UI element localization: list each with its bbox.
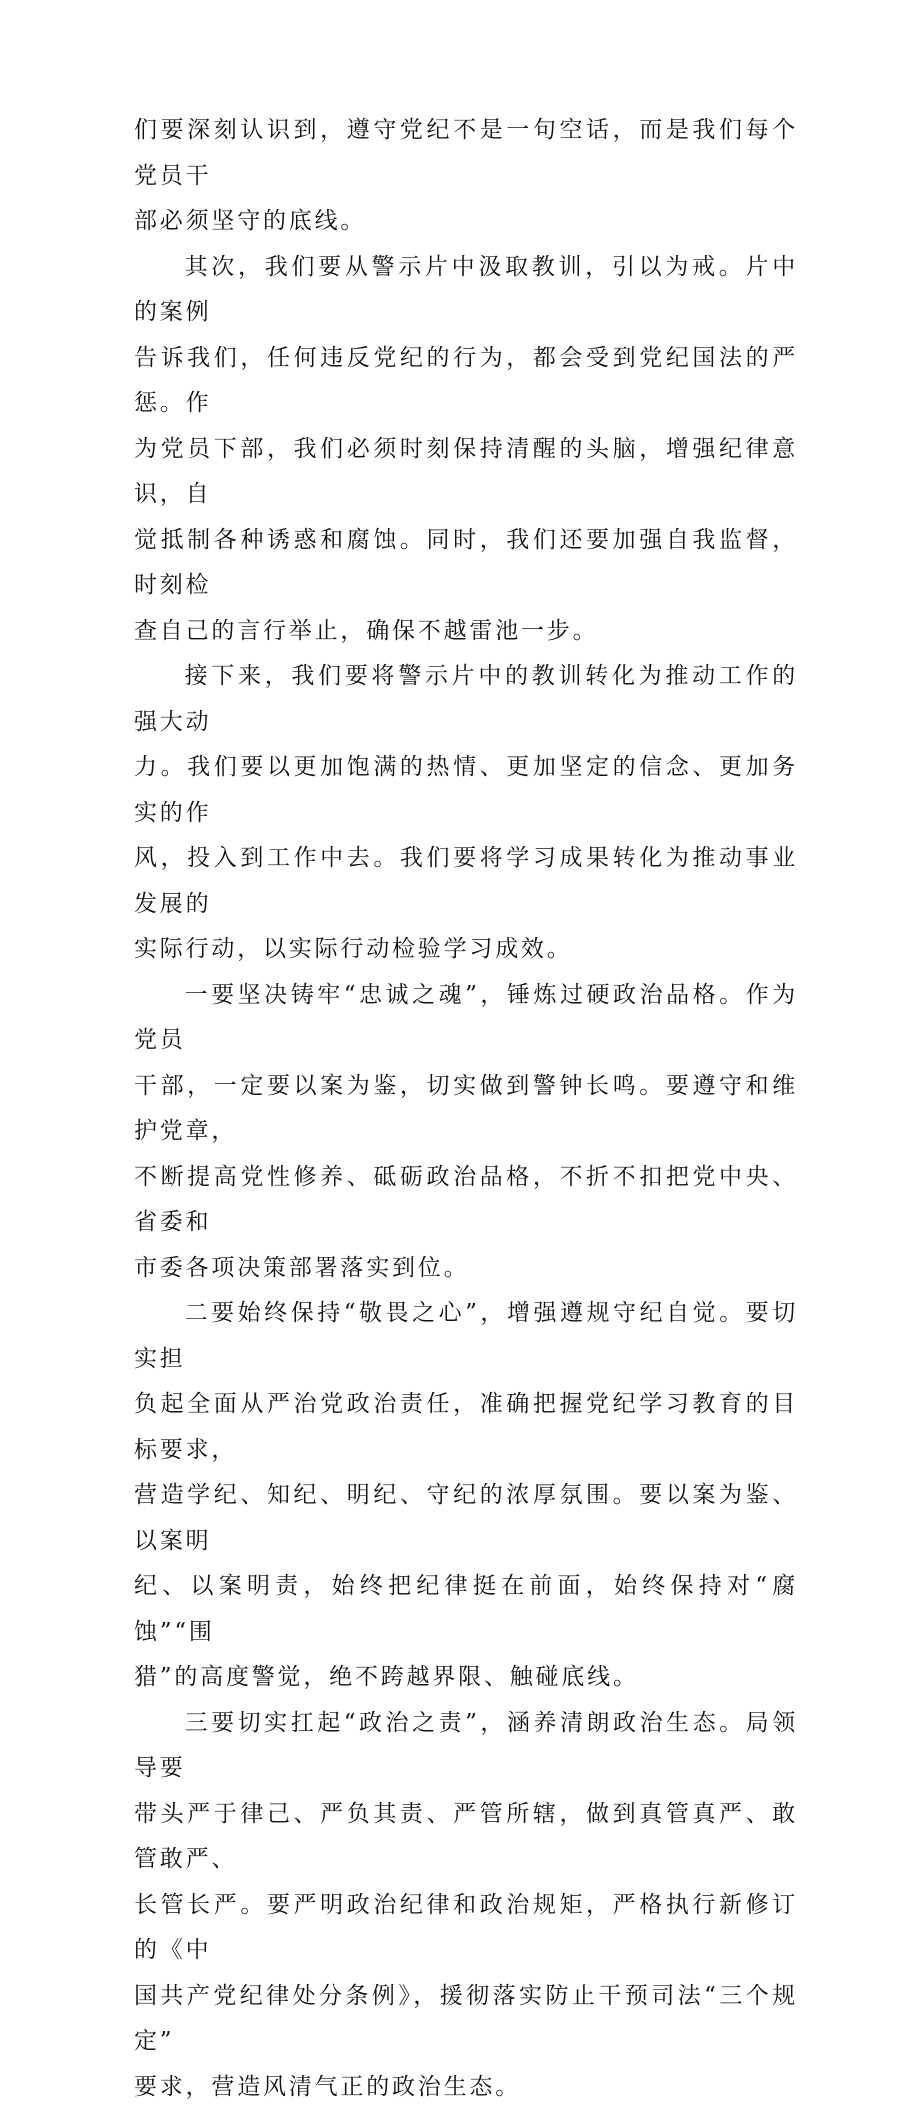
- paragraph-secondly: 其次，我们要从警示片中汲取教训，引以为戒。片中的案例 告诉我们，任何违反党纪的行为，都会受到党纪国法的严惩。作 为党员下部，我们必须时刻保持清醒的头脑，增强纪律意识，自 觉抵制各种诱惑和腐蚀。同时，我们还要加强自我监督，时刻检 查自己的言行举止，确保不越雷池一步。: [134, 245, 798, 655]
- paragraph-next: 接下来，我们要将警示片中的教训转化为推动工作的强大动 力。我们要以更加饱满的热情、更加坚定的信念、更加务实的作 风，投入到工作中去。我们要将学习成果转化为推动事业发展的 实际行动，以实际行动检验学习成效。: [134, 654, 798, 973]
- paragraph-continuation: 们要深刻认识到，遵守党纪不是一句空话，而是我们每个党员干 部必须坚守的底线。: [134, 108, 798, 245]
- document-body: [134, 108, 798, 2110]
- paragraph-point-one: 一要坚决铸牢“忠诚之魂”，锤炼过硬政治品格。作为党员 干部，一定要以案为鉴，切实做到警钟长鸣。要遵守和维护党章， 不断提高党性修养、砥砺政治品格，不折不扣把党中央、省委和 市委各项决策部署落实到位。: [134, 973, 798, 1292]
- paragraph-point-two: 二要始终保持“敬畏之心”，增强遵规守纪自觉。要切实担 负起全面从严治党政治责任，准确把握党纪学习教育的目标要求， 营造学纪、知纪、明纪、守纪的浓厚氛围。要以案为鉴、以案明 纪、以案明责，始终把纪律挺在前面，始终保持对“腐蚀”“围 猎”的高度警觉，绝不跨越界限、触碰底线。: [134, 1291, 798, 1701]
- paragraph-point-three: 三要切实扛起“政治之责”，涵养清朗政治生态。局领导要 带头严于律己、严负其责、严管所辖，做到真管真严、敢管敢严、 长管长严。要严明政治纪律和政治规矩，严格执行新修订的《中 国共产党纪律处分条例》，援彻落实防止干预司法“三个规定” 要求，营造风清气正的政治生态。: [134, 1701, 798, 2110]
